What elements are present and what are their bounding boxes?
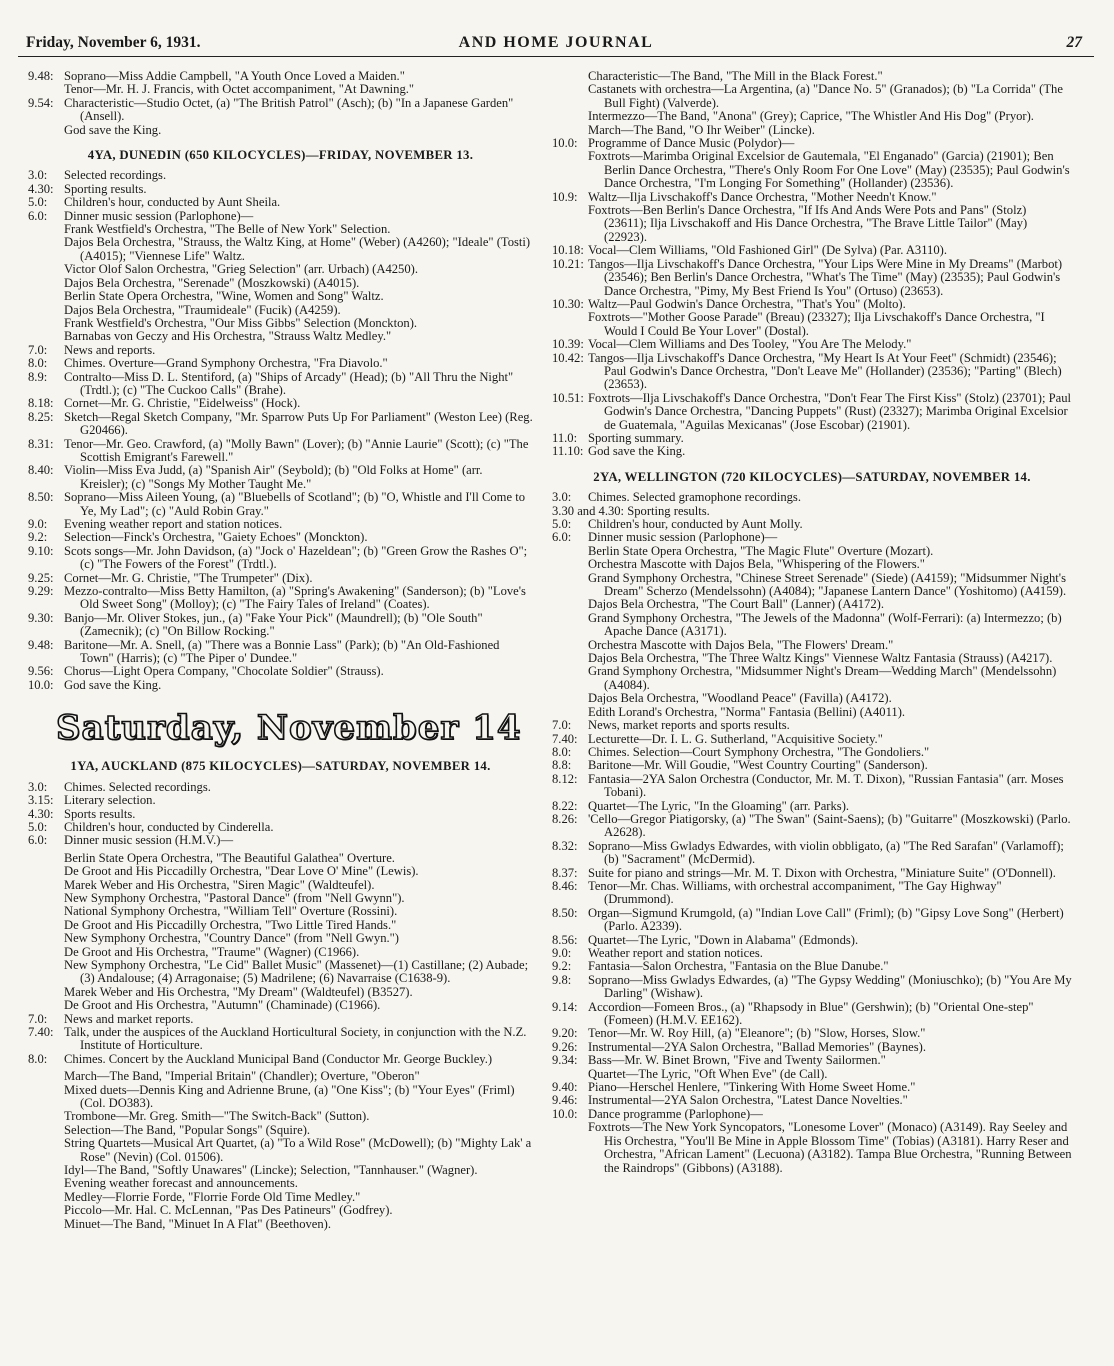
schedule-entry (28, 464, 533, 491)
schedule-entry (552, 258, 1072, 298)
entry-continuation: De Groot and His Orchestra, "Autumn" (Chaminade) (C1966). (64, 998, 381, 1013)
entry-text: Selection—Finck's Orchestra, "Gaiety Echoes" (Monckton). (64, 530, 368, 545)
schedule-entry (552, 137, 1072, 150)
entry-text: Tenor—Mr. W. Roy Hill, (a) "Eleanore"; (b) "Slow, Horses, Slow." (588, 1026, 926, 1041)
entry-text: Sketch—Regal Sketch Company, "Mr. Sparrow Puts Up For Parliament" (Weston Lee) (Reg. G20466). (64, 409, 533, 438)
entry-time: 8.25: (28, 409, 54, 424)
entry-time: 6.0: (28, 833, 48, 848)
schedule-entry (28, 357, 533, 370)
schedule-entry (552, 759, 1072, 772)
schedule-entry (552, 491, 1072, 504)
schedule-entry (28, 397, 533, 410)
schedule-entry (28, 545, 533, 572)
entry-continuation: Foxtrots—Ben Berlin's Dance Orchestra, "If Ifs And Ands Were Pots and Pans" (Stolz) (23611); Ilja Livschakoff and His Dance Orchestra, "The Brave Little Tailor" (May) (22923). (588, 203, 1028, 244)
entry-time: 9.48: (28, 69, 54, 83)
entry-text: Scots songs—Mr. John Davidson, (a) "Jock o' Hazeldean"; (b) "Green Grow the Rashes O"; (c) "The Fowers of the Forest" (Trdtl.). (64, 543, 528, 572)
header-publication: AND HOME JOURNAL (458, 34, 654, 51)
schedule-entry (28, 210, 533, 223)
entry-continuation: De Groot and His Piccadilly Orchestra, "Dear Love O' Mine" (Lewis). (64, 864, 419, 879)
station-heading-wellington: 2YA, WELLINGTON (720 KILOCYCLES)—SATURDAY, NOVEMBER 14. (593, 469, 1031, 484)
entry-text: Sporting summary. (588, 430, 684, 445)
schedule-entry (552, 1094, 1072, 1107)
schedule-entry (552, 518, 1072, 531)
entry-text: Soprano—Miss Gwladys Edwardes, (a) "The Gypsy Wedding" (Moniuschko); (b) "You Are My Darling" (Wishaw). (588, 972, 1072, 1001)
schedule-entry (552, 947, 1072, 960)
entry-continuation: Orchestra Mascotte with Dajos Bela, "The Flowers' Dream." (588, 637, 894, 652)
entry-time: 8.0: (552, 744, 572, 759)
entry-time: 9.10: (28, 543, 54, 558)
entry-text: Children's hour, conducted by Aunt Sheila. (64, 195, 281, 210)
entry-continuation: Trombone—Mr. Greg. Smith—"The Switch-Back" (Sutton). (64, 1109, 370, 1124)
entry-text: Banjo—Mr. Oliver Stokes, jun., (a) "Fake Your Pick" (Maundrell); (b) "Ole South" (Zamecnik); (c) "On Billow Rocking." (64, 610, 483, 639)
entry-continuation: String Quartets—Musical Art Quartet, (a) "To a Wild Rose" (McDowell); (b) "Mighty Lak' a Rose" (Nevin) (Col. 01506). (64, 1136, 532, 1164)
entry-time: 8.31: (28, 436, 54, 451)
entry-continuation: March—The Band, "Imperial Britain" (Chandler); Overture, "Oberon" (64, 1069, 420, 1084)
entry-time: 6.0: (28, 208, 48, 223)
entry-text: Tangos—Ilja Livschakoff's Dance Orchestra, "My Heart Is At Your Feet" (Schmidt) (23546); Paul Godwin's Dance Orchestra, "Don't Leave Me" (Hollander) (23536); "Parting" (Blech) (23653). (588, 350, 1062, 392)
entry-text: Dance programme (Parlophone)— (588, 1106, 763, 1121)
schedule-entry (28, 344, 533, 357)
entry-time: 9.34: (552, 1053, 578, 1068)
entry-text: Children's hour, conducted by Aunt Molly. (588, 517, 803, 531)
entry-continuation: Orchestra Mascotte with Dajos Bela, "Whispering of the Flowers." (588, 557, 925, 572)
schedule-entry (28, 679, 533, 692)
entry-text: Baritone—Mr. Will Goudie, "West Country Courting" (Sanderson). (588, 758, 928, 773)
entry-time: 8.40: (28, 463, 54, 478)
entry-text: Characteristic—Studio Octet, (a) "The British Patrol" (Asch); (b) "In a Japanese Garden" (Ansell). (64, 95, 514, 124)
entry-continuation: Dajos Bela Orchestra, "The Three Waltz Kings" Viennese Waltz Fantasia (Strauss) (A4217). (588, 651, 1053, 666)
schedule-entry (28, 491, 533, 518)
entry-time: 9.2: (28, 530, 48, 545)
entry-text: Accordion—Fomeen Bros., (a) "Rhapsody in Blue" (Gershwin); (b) "Oriental One-step" (Fomeen) (H.M.V. EE162). (588, 999, 1034, 1028)
schedule-entry (552, 867, 1072, 880)
schedule-entry (28, 808, 533, 821)
entry-time: 7.0: (552, 718, 572, 733)
entry-time: 3.30 and 4.30: (552, 503, 628, 518)
schedule-entry (28, 781, 533, 794)
entry-continuation: Dajos Bela Orchestra, "The Court Ball" (Lanner) (A4172). (588, 597, 884, 612)
entry-continuation: Victor Olof Salon Orchestra, "Grieg Selection" (arr. Urbach) (A4250). (64, 262, 418, 277)
entry-text: Weather report and station notices. (588, 946, 763, 960)
entry-text: Children's hour, conducted by Cinderella. (64, 819, 274, 834)
entry-time: 10.9: (552, 189, 578, 204)
schedule-entry (552, 1001, 1072, 1028)
entry-text: Instrumental—2YA Salon Orchestra, "Latest Dance Novelties." (588, 1093, 908, 1108)
schedule-entry (552, 352, 1072, 392)
entry-time: 4.30: (28, 181, 54, 196)
entry-continuation: De Groot and His Orchestra, "Traume" (Wagner) (C1966). (64, 944, 360, 959)
entry-text: Fantasia—Salon Orchestra, "Fantasia on the Blue Danube." (588, 959, 889, 974)
entry-text: Chimes. Concert by the Auckland Municipal Band (Conductor Mr. George Buckley.) (64, 1051, 493, 1066)
schedule-entry (28, 183, 533, 196)
schedule-entry (552, 934, 1072, 947)
entry-time: 3.0: (552, 490, 572, 505)
entry-time: 9.54: (28, 95, 54, 110)
schedule-entry (28, 572, 533, 585)
entry-continuation: Grand Symphony Orchestra, "Chinese Street Serenade" (Siede) (A4159); "Midsummer Night's Dream" Scherzo (Mendelssohn) (A4084); "Japanese Lantern Dance" (Yoshitomo) (A4159). (588, 570, 1067, 599)
entry-time: 10.0: (552, 1106, 578, 1121)
entry-text: Piano—Herschel Henlere, "Tinkering With Home Sweet Home." (588, 1080, 916, 1095)
entry-text: Foxtrots—Ilja Livschakoff's Dance Orchestra, "Don't Fear The First Kiss" (Stolz) (23701); Paul Godwin's Dance Orchestra, "Dancing Puppets" (Rust) (23327); Marimba Original Excelsior de Guatemala, "Aguilas Mexicanas" (Jose Escobar) (21901). (588, 390, 1072, 432)
entry-time: 9.8: (552, 972, 572, 987)
entry-time: 8.18: (28, 396, 54, 411)
schedule-entry (28, 1013, 533, 1026)
entry-continuation: Medley—Florrie Forde, "Florrie Forde Old Time Medley." (64, 1189, 361, 1204)
schedule-entry (552, 298, 1072, 311)
entry-text: Tenor—Mr. Geo. Crawford, (a) "Molly Bawn" (Lover); (b) "Annie Laurie" (Scott); (c) "The Scottish Emigrant's Farewell." (64, 436, 529, 464)
left-column (28, 70, 533, 1231)
entry-time: 7.0: (28, 342, 48, 357)
entry-time: 8.46: (552, 878, 578, 893)
station-heading-auckland: 1YA, AUCKLAND (875 KILOCYCLES)—SATURDAY, NOVEMBER 14. (70, 759, 491, 774)
entry-continuation: Dajos Bela Orchestra, "Serenade" (Moszkowski) (A4015). (64, 275, 360, 290)
entry-continuation: March—The Band, "O Ihr Weiber" (Lincke). (588, 122, 815, 137)
entry-time: 10.51: (552, 390, 584, 405)
entry-continuation: Intermezzo—The Band, "Anona" (Grey); Caprice, "The Whistler And His Dog" (Pryor). (588, 109, 1034, 124)
entry-text: Waltz—Paul Godwin's Dance Orchestra, "That's You" (Molto). (588, 296, 906, 311)
entry-text: Evening weather report and station notices. (64, 517, 283, 531)
schedule-entry (552, 1081, 1072, 1094)
entry-time: 9.25: (28, 570, 54, 585)
entry-text: Violin—Miss Eva Judd, (a) "Spanish Air" (Seybold); (b) "Old Folks at Home" (arr. Kreisler); (c) "Songs My Mother Taught Me." (64, 463, 483, 491)
schedule-entry (552, 813, 1072, 840)
entry-text: Quartet—The Lyric, "In the Gloaming" (arr. Parks). (588, 798, 850, 813)
schedule-entry (552, 800, 1072, 813)
entry-continuation: Dajos Bela Orchestra, "Woodland Peace" (Favilla) (A4172). (588, 691, 892, 706)
schedule-entry (28, 612, 533, 639)
entry-time: 8.50: (28, 490, 54, 505)
entry-time: 9.29: (28, 584, 54, 599)
schedule-entry (552, 432, 1072, 445)
entry-continuation: Idyl—The Band, "Softly Unawares" (Lincke); Selection, "Tannhauser." (Wagner). (64, 1163, 478, 1178)
schedule-entry (552, 974, 1072, 1001)
entry-text: God save the King. (64, 677, 162, 692)
schedule-entry (552, 505, 1072, 518)
entry-continuation: Tenor—Mr. H. J. Francis, with Octet accompaniment, "At Dawning." (64, 82, 415, 97)
entry-text: Chimes. Selection—Court Symphony Orchestra, "The Gondoliers." (588, 744, 930, 759)
entry-time: 9.20: (552, 1026, 578, 1041)
entry-time: 5.0: (28, 195, 48, 210)
schedule-entry (28, 169, 533, 182)
entry-time: 3.0: (28, 168, 48, 183)
entry-time: 9.0: (28, 517, 48, 531)
entry-text: Mezzo-contralto—Miss Betty Hamilton, (a) "Spring's Awakening" (Sanderson); (b) "Love's Old Sweet Song" (Molloy); (c) "The Fairy Tales of Ireland" (Coates). (64, 584, 526, 612)
entry-continuation: Frank Westfield's Orchestra, "Our Miss Gibbs" Selection (Monckton). (64, 315, 418, 330)
entry-text: Sports results. (64, 806, 136, 821)
schedule-entry (28, 1026, 533, 1053)
schedule-entry (552, 445, 1072, 458)
entry-time: 10.18: (552, 243, 584, 258)
entry-text: Chimes. Selected recordings. (64, 779, 211, 794)
entry-text: Cornet—Mr. G. Christie, "Eidelweiss" (Hock). (64, 396, 301, 411)
entry-continuation: Foxtrots—Marimba Original Excelsior de Gautemala, "El Enganado" (Garcia) (21901); Ben Berlin Dance Orchestra, "There's Only Room For One Love" (May) (23535); Paul Godwin's Dance Orchestra, "I'm Longing For Something" (Hollander) (23536). (588, 149, 1070, 191)
entry-continuation: New Symphony Orchestra, "Pastoral Dance" (from "Nell Gwynn"). (64, 890, 405, 905)
entry-time: 6.0: (552, 530, 572, 545)
schedule-entry (552, 191, 1072, 204)
entry-time: 4.30: (28, 806, 54, 821)
entry-time: 9.30: (28, 610, 54, 625)
entry-time: 8.26: (552, 811, 578, 826)
entry-time: 5.0: (552, 517, 572, 531)
schedule-entry (28, 518, 533, 531)
entry-text: News and market reports. (64, 1011, 194, 1026)
schedule-entry (28, 438, 533, 465)
page-header (18, 32, 1094, 57)
entry-text: Soprano—Miss Addie Campbell, "A Youth Once Loved a Maiden." (64, 69, 405, 83)
entry-text: Tenor—Mr. Chas. Williams, with orchestral accompaniment, "The Gay Highway" (Drummond). (588, 878, 1002, 907)
entry-time: 7.40: (552, 731, 578, 746)
entry-continuation: Evening weather forecast and announcements. (64, 1176, 298, 1191)
entry-continuation: Minuet—The Band, "Minuet In A Flat" (Beethoven). (64, 1216, 332, 1231)
entry-time: 9.46: (552, 1093, 578, 1108)
entry-time: 9.0: (552, 946, 572, 960)
entry-text: God save the King. (588, 444, 686, 459)
entry-text: Lecturette—Dr. I. L. G. Sutherland, "Acquisitive Society." (588, 731, 883, 746)
entry-time: 8.12: (552, 771, 578, 786)
right-column (552, 70, 1072, 1175)
schedule-entry (28, 794, 533, 807)
schedule-entry (28, 411, 533, 438)
entry-continuation: National Symphony Orchestra, "William Tell" Overture (Rossini). (64, 904, 398, 919)
entry-continuation: God save the King. (64, 122, 162, 137)
entry-continuation: Grand Symphony Orchestra, "Midsummer Night's Dream—Wedding March" (Mendelssohn) (A4084). (588, 664, 1057, 692)
entry-text: Quartet—The Lyric, "Down in Alabama" (Edmonds). (588, 932, 859, 947)
schedule-entry (28, 834, 533, 847)
entry-text: Bass—Mr. W. Binet Brown, "Five and Twenty Sailormen." (588, 1053, 886, 1068)
entry-time: 8.9: (28, 369, 48, 384)
entry-continuation: Berlin State Opera Orchestra, "Wine, Women and Song" Waltz. (64, 289, 384, 304)
entry-text: Literary selection. (64, 793, 156, 808)
entry-time: 8.56: (552, 932, 578, 947)
entry-time: 9.56: (28, 664, 54, 679)
entry-text: Fantasia—2YA Salon Orchestra (Conductor, Mr. M. T. Dixon), "Russian Fantasia" (arr. Moses Tobani). (588, 771, 1064, 800)
entry-continuation: Marek Weber and His Orchestra, "Siren Magic" (Waldteufel). (64, 877, 375, 892)
schedule-entry (552, 392, 1072, 432)
entry-text: Dinner music session (Parlophone)— (64, 208, 254, 223)
entry-time: 10.21: (552, 256, 584, 271)
entry-time: 10.39: (552, 337, 584, 352)
entry-time: 7.40: (28, 1025, 54, 1039)
entry-continuation: Foxtrots—"Mother Goose Parade" (Breau) (23327); Ilja Livschakoff's Dance Orchestra, "I Would I Could Be Your Lover" (Dostal). (588, 310, 1045, 338)
entry-time: 3.0: (28, 779, 48, 794)
entry-continuation: Mixed duets—Dennis King and Adrienne Brune, (a) "One Kiss"; (b) "Your Eyes" (Friml) (Col. DO383). (64, 1082, 515, 1111)
entry-text: 'Cello—Gregor Piatigorsky, (a) "The Swan" (Saint-Saens); (b) "Guitarre" (Moszkowski) (Parlo. A2628). (588, 811, 1071, 840)
schedule-entry (552, 1041, 1072, 1054)
entry-text: Chorus—Light Opera Company, "Chocolate Soldier" (Strauss). (64, 664, 384, 679)
entry-text: News and reports. (64, 342, 156, 357)
entry-text: Dinner music session (H.M.V.)— (64, 833, 234, 848)
entry-continuation: Marek Weber and His Orchestra, "My Dream" (Waldteufel) (B3527). (64, 984, 413, 999)
entry-text: Instrumental—2YA Salon Orchestra, "Ballad Memories" (Baynes). (588, 1039, 926, 1054)
entry-continuation: Characteristic—The Band, "The Mill in the Black Forest." (588, 69, 883, 83)
entry-text: Organ—Sigmund Krumgold, (a) "Indian Love Call" (Friml); (b) "Gipsy Love Song" (Herbert) (Parlo. A2339). (588, 905, 1064, 934)
entry-text: Chimes. Selected gramophone recordings. (588, 490, 801, 505)
entry-text: Baritone—Mr. A. Snell, (a) "There was a Bonnie Lass" (Park); (b) "An Old-Fashioned Town" (Harris); (c) "The Piper o' Dundee." (64, 637, 500, 666)
entry-continuation: New Symphony Orchestra, "Country Dance" (from "Nell Gwyn.") (64, 931, 399, 946)
entry-time: 10.42: (552, 350, 584, 365)
entry-text: Tangos—Ilja Livschakoff's Dance Orchestra, "Your Lips Were Mine in My Dreams" (Marbot) (23546); Ben Berlin's Dance Orchestra, "What's The Time" (May) (23535); Paul Godwin's Dance Orchestra, "Pimy, My Best Friend Is You" (Ortuso) (23653). (588, 256, 1063, 298)
schedule-entry (552, 733, 1072, 746)
entry-text: Vocal—Clem Williams and Des Tooley, "You Are The Melody." (588, 337, 912, 352)
entry-text: Contralto—Miss D. L. Stentiford, (a) "Ships of Arcady" (Head); (b) "All Thru the Night" (Trdtl.); (c) "The Cuckoo Calls" (Brahe). (64, 369, 514, 397)
entry-text: Suite for piano and strings—Mr. M. T. Dixon with Orchestra, "Miniature Suite" (O'Donnell). (588, 865, 1056, 880)
schedule-entry (28, 531, 533, 544)
schedule-entry (28, 371, 533, 398)
entry-continuation: Piccolo—Mr. Hal. C. McLennan, "Pas Des Patineurs" (Godfrey). (64, 1203, 393, 1218)
schedule-entry (28, 665, 533, 678)
entry-continuation: New Symphony Orchestra, "Le Cid" Ballet Music" (Massenet)—(1) Castillane; (2) Aubade; (3) Andalouse; (4) Arragonaise; (5) Madrilene; (6) Navarraise (C1638-9). (64, 957, 529, 986)
entry-continuation: Foxtrots—The New York Syncopators, "Lonesome Lover" (Monaco) (A3149). Ray Seeley and His Orchestra, "You'll Be Mine in Apple Blossom Time" (Tobias) (A3181). Harry Reser and Orchestra, "African Lament" (Lecuona) (A3182). Tampa Blue Orchestra, "Running Between the Raindrops" (Gibbons) (A3188). (588, 1120, 1072, 1175)
entry-text: Chimes. Overture—Grand Symphony Orchestra, "Fra Diavolo." (64, 356, 388, 371)
entry-time: 8.0: (28, 1051, 48, 1066)
entry-time: 8.37: (552, 865, 578, 880)
entry-continuation: Dajos Bela Orchestra, "Traumideale" (Fucik) (A4259). (64, 302, 341, 317)
schedule-entry (552, 244, 1072, 257)
entry-text: Talk, under the auspices of the Auckland Horticultural Society, in conjunction with the N.Z. Institute of Horticulture. (64, 1025, 527, 1053)
day-title: Saturday, November 14 (56, 708, 522, 749)
entry-time: 8.32: (552, 838, 578, 853)
entry-text: Soprano—Miss Gwladys Edwardes, with violin obbligato, (a) "The Red Sarafan" (Varlamoff); (b) "Sacrament" (McDermid). (588, 838, 1064, 867)
schedule-entry (552, 907, 1072, 934)
entry-time: 8.22: (552, 798, 578, 813)
schedule-entry (552, 746, 1072, 759)
entry-text: Waltz—Ilja Livschakoff's Dance Orchestra, "Mother Needn't Know." (588, 189, 937, 204)
schedule-entry (28, 585, 533, 612)
entry-continuation: Berlin State Opera Orchestra, "The Magic Flute" Overture (Mozart). (588, 543, 934, 558)
schedule-entry (552, 880, 1072, 907)
entry-time: 5.0: (28, 819, 48, 834)
entry-text: News, market reports and sports results. (588, 718, 790, 733)
entry-time: 11.0: (552, 430, 578, 445)
schedule-entry (552, 531, 1072, 544)
entry-text: Dinner music session (Parlophone)— (588, 530, 778, 545)
page-number: 27 (1066, 34, 1082, 51)
schedule-entry (28, 97, 533, 124)
entry-time: 9.2: (552, 959, 572, 974)
entry-continuation: Dajos Bela Orchestra, "Strauss, the Waltz King, at Home" (Weber) (A4260); "Ideale" (Tosti) (A4015); "Viennese Life" Waltz. (64, 235, 531, 263)
schedule-entry (28, 1053, 533, 1066)
entry-time: 8.50: (552, 905, 578, 920)
entry-continuation: Barnabas von Geczy and His Orchestra, "Strauss Waltz Medley." (64, 329, 392, 344)
schedule-entry (552, 1054, 1072, 1067)
station-heading-dunedin: 4YA, DUNEDIN (650 KILOCYCLES)—FRIDAY, NOVEMBER 13. (87, 148, 474, 163)
entry-text: Cornet—Mr. G. Christie, "The Trumpeter" (Dix). (64, 570, 313, 585)
schedule-entry (552, 960, 1072, 973)
schedule-entry (552, 719, 1072, 732)
entry-time: 9.48: (28, 637, 54, 652)
schedule-entry (552, 338, 1072, 351)
entry-time: 8.8: (552, 758, 572, 773)
header-date: Friday, November 6, 1931. (26, 34, 201, 51)
schedule-entry (552, 840, 1072, 867)
entry-time: 8.0: (28, 356, 48, 371)
schedule-entry (552, 1027, 1072, 1040)
schedule-entry (552, 1108, 1072, 1121)
entry-time: 11.10: (552, 444, 584, 459)
entry-text: Vocal—Clem Williams, "Old Fashioned Girl" (De Sylva) (Par. A3110). (588, 243, 947, 258)
entry-time: 10.0: (552, 136, 578, 151)
entry-time: 3.15: (28, 793, 54, 808)
entry-continuation: De Groot and His Piccadilly Orchestra, "Two Little Tired Hands." (64, 917, 397, 932)
entry-continuation: Selection—The Band, "Popular Songs" (Squire). (64, 1122, 311, 1137)
entry-time: 10.0: (28, 677, 54, 692)
entry-text: Sporting results. (64, 181, 147, 196)
entry-time: 9.14: (552, 999, 578, 1014)
schedule-entry (552, 773, 1072, 800)
entry-time: 9.40: (552, 1080, 578, 1095)
entry-text: Selected recordings. (64, 168, 167, 183)
entry-continuation: Quartet—The Lyric, "Oft When Eve" (de Call). (588, 1066, 828, 1081)
entry-time: 9.26: (552, 1039, 578, 1054)
entry-continuation: Edith Lorand's Orchestra, "Norma" Fantasia (Bellini) (A4011). (588, 704, 906, 719)
schedule-entry (28, 639, 533, 666)
entry-time: 7.0: (28, 1011, 48, 1026)
entry-continuation: Frank Westfield's Orchestra, "The Belle of New York" Selection. (64, 222, 391, 237)
entry-text: Soprano—Miss Aileen Young, (a) "Bluebells of Scotland"; (b) "O, Whistle and I'll Come to Ye, My Lad"; (c) "Auld Robin Gray." (64, 490, 525, 518)
entry-time: 10.30: (552, 296, 584, 311)
schedule-entry (28, 70, 533, 83)
entry-continuation: Castanets with orchestra—La Argentina, (a) "Dance No. 5" (Granados); (b) "La Corrida" (The Bull Fight) (Valverde). (588, 82, 1063, 110)
entry-text: Sporting results. (627, 503, 710, 518)
schedule-entry (28, 821, 533, 834)
schedule-entry (28, 196, 533, 209)
entry-text: Programme of Dance Music (Polydor)— (588, 136, 795, 151)
entry-continuation: Berlin State Opera Orchestra, "The Beautiful Galathea" Overture. (64, 850, 395, 865)
entry-continuation: Grand Symphony Orchestra, "The Jewels of the Madonna" (Wolf-Ferrari): (a) Intermezzo; (b) Apache Dance (A3171). (588, 610, 1062, 639)
